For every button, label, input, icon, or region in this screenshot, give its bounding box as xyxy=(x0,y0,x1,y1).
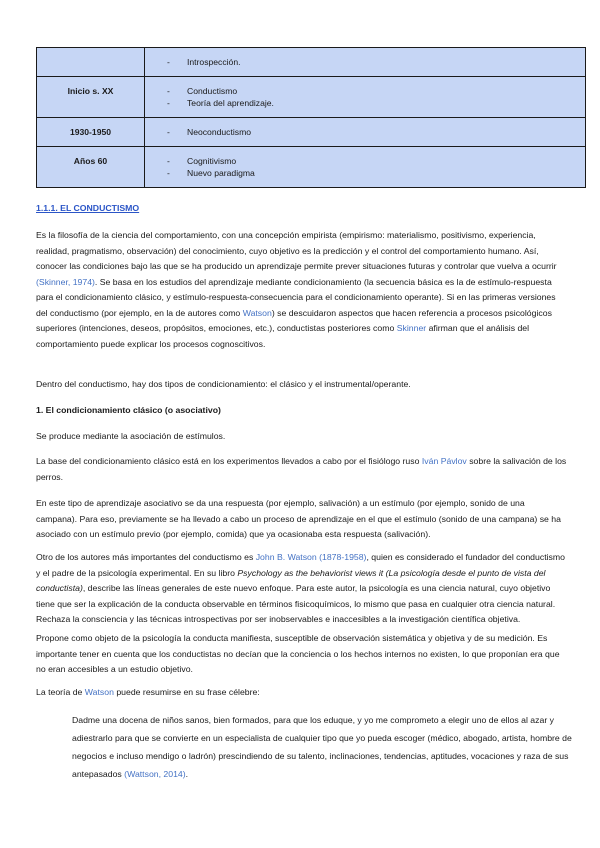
period-cell xyxy=(37,48,145,77)
paragraph: Dentro del conductismo, hay dos tipos de condicionamiento: el clásico y el instrumental/operante. xyxy=(36,379,411,389)
timeline-table xyxy=(36,47,586,188)
author-link[interactable]: Watson xyxy=(84,687,114,697)
paragraph: Se produce mediante la asociación de estímulos. xyxy=(36,431,226,441)
items-cell xyxy=(145,77,586,118)
paragraph: Es la filosofía de la ciencia del comportamiento, con una concepción empirista (empirismo: materialismo, positivismo, experiencia, realidad, pragmatismo, observación) del conocimiento, cuyo objetivo es la predicción y el control del comportamiento humano. Así, conocer las condiciones bajo las que se ha producido un aprendizaje permite prever situaciones futuras y controlar que vuelva a ocurrir (Skinner, 1974). Se basa en los estudios del aprendizaje mediante condicionamiento (la secuencia básica es la de estímulo-respuesta para el condicionamiento clásico, y estímulo-respuesta-consecuencia para el condicionamiento operante). Si en las primeras versiones del conductismo (por ejemplo, en la de autores como Watson) se descuidaron aspectos que hacen referencia a procesos psicológicos superiores (intenciones, deseos, propósitos, emociones, etc.), conductistas posteriores como Skinner afirman que el análisis del comportamiento puede explicar los procesos cognoscitivos. xyxy=(36,230,557,349)
period-cell: Inicio s. XX xyxy=(37,77,145,118)
paragraph: Propone como objeto de la psicología la conducta manifiesta, susceptible de observación sistemática y objetiva y de su medición. Es importante tener en cuenta que los conductistas no decían que la conciencia o los hechos internos no existen, lo que proponían era que no eran accesibles a un estudio objetivo. xyxy=(36,633,560,674)
author-link[interactable]: Skinner xyxy=(396,323,427,333)
author-link[interactable]: John B. Watson (1878-1958) xyxy=(255,552,367,562)
book-title: Psychology as the behaviorist views it (La psicología desde el punto de vista del conductista) xyxy=(36,567,546,593)
list-item: - Introspección. xyxy=(167,56,585,68)
table-row xyxy=(37,147,586,188)
list-item: - Nuevo paradigma xyxy=(167,167,585,179)
list-item: - Teoría del aprendizaje. xyxy=(167,97,585,109)
items-cell xyxy=(145,147,586,188)
period-cell: 1930-1950 xyxy=(37,118,145,147)
paragraph: La teoría de Watson puede resumirse en su frase célebre: xyxy=(36,687,260,697)
table-row xyxy=(37,118,586,147)
list-item: - Conductismo xyxy=(167,85,585,97)
period-cell: Años 60 xyxy=(37,147,145,188)
item-list xyxy=(145,77,585,117)
paragraph: La base del condicionamiento clásico está en los experimentos llevados a cabo por el fisiólogo ruso Iván Pávlov sobre la salivación de los perros. xyxy=(36,456,567,482)
subheading: 1. El condicionamiento clásico (o asociativo) xyxy=(36,405,221,415)
citation-link[interactable]: (Wattson, 2014) xyxy=(124,769,186,779)
table-row xyxy=(37,48,586,77)
items-cell xyxy=(145,48,586,77)
item-list xyxy=(145,147,585,187)
list-item: - Neoconductismo xyxy=(167,126,585,138)
paragraph: Otro de los autores más importantes del conductismo es John B. Watson (1878-1958), quien es considerado el fundador del conductismo y el padre de la psicología experimental. En su libro Psychology as the behaviorist views it (La psicología desde el punto de vista del conductista), describe las líneas generales de este nuevo enfoque. Para este autor, la psicología es una ciencia natural, cuyo objetivo tiene que ser la explicación de la conducta observable en términos fisicoquímicos, lo mismo que pasa en cualquier otra ciencia natural. Rechaza la consciencia y las técnicas introspectivas por ser inobservables e inaccesibles a la investigación científica objetiva. xyxy=(36,552,565,624)
list-item: - Cognitivismo xyxy=(167,155,585,167)
item-list xyxy=(145,48,585,76)
section-heading: 1.1.1. EL CONDUCTISMO xyxy=(36,203,140,213)
items-cell xyxy=(145,118,586,147)
table-row xyxy=(37,77,586,118)
item-list xyxy=(145,118,585,146)
citation-link[interactable]: (Skinner, 1974) xyxy=(36,276,95,287)
author-link[interactable]: Iván Pávlov xyxy=(421,456,467,466)
block-quote: Dadme una docena de niños sanos, bien formados, para que los eduque, y yo me comprometo a elegir uno de ellos al azar y adiestrarlo para que se convierte en un especialista de cualquier tipo que yo pueda escoger (médico, abogado, artista, hombre de negocios e incluso mendigo o ladrón) prescindiendo de su talento, inclinaciones, tendencias, aptitudes, vocaciones y raza de sus antepasados (Wattson, 2014). xyxy=(72,715,572,779)
author-link[interactable]: Watson xyxy=(242,307,272,318)
paragraph: En este tipo de aprendizaje asociativo se da una respuesta (por ejemplo, salivación) a un estímulo (por ejemplo, sonido de una campana). Para eso, previamente se ha llevado a cabo un proceso de aprendizaje en el que el estímulo (sonido de una campana) se ha asociado con un estímulo previo (por ejemplo, comida) que ya ocasionaba esta respuesta (salivación). xyxy=(36,498,561,539)
